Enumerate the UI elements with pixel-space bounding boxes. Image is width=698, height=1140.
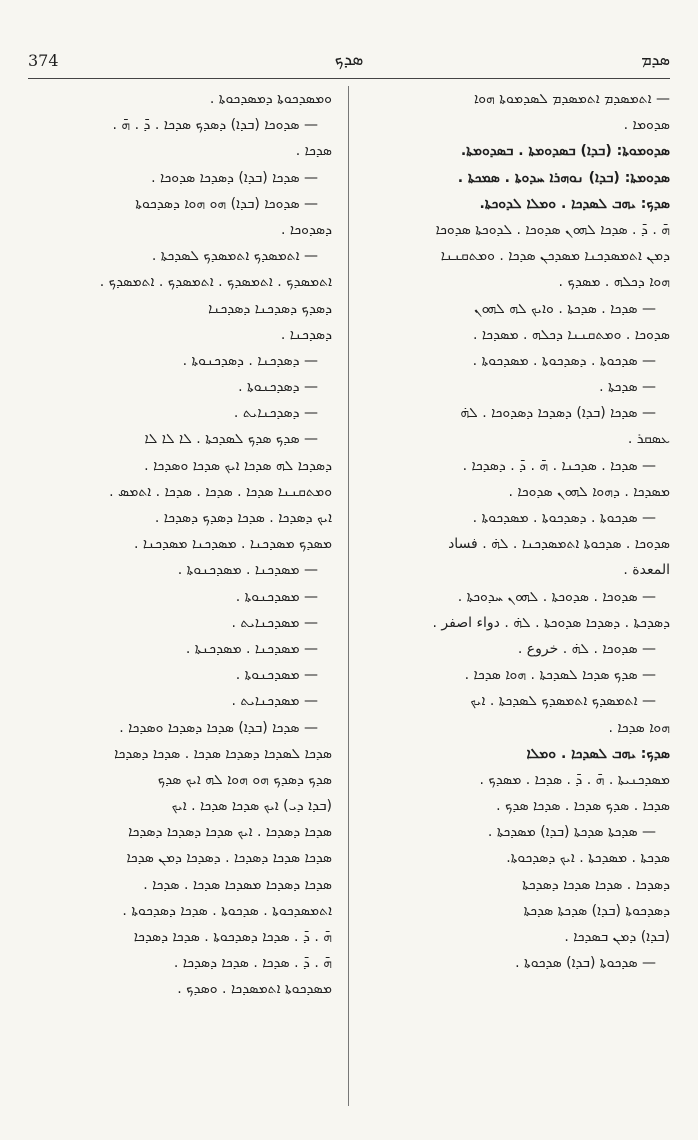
entry-line: ܕܣܕܟܐ . ܣܕܟܐ ܣܕܟܐ ܕܣܕܟܬܐ: [522, 876, 670, 893]
entry-line: ܣܕܘܟܐ . ܣܕܟܘܬܐ ܐܬܡܣܕܟܢܐ . ܠܗ̇ . فساد: [448, 536, 670, 553]
entry-line: ܗ̄ . ܕ̄ . ܣܕܟܐ ܕܣܕܟܘܬܐ . ܣܕܟܐ ܕܣܕܟܐ: [133, 929, 332, 945]
entry-line: — ܕܣܕܟܢܐ . ܕܣܕܟܢܘܬܐ .: [182, 352, 318, 369]
entry-line: ܕܣܕܟܘܬܐ (ܒܕܐ) ܣܕܟܬܐ ܣܕܟܬܐ: [523, 902, 670, 919]
entry-line: (ܒܕܐ ܕܝ) ܐܝܟ ܣܕܟܐ ܣܕܟܐ . ܐܝܟ: [171, 798, 332, 815]
entry-line: — ܐܬܡܣܕܟ ܐܬܡܣܕܟ ܠܣܕܟܬܐ . ܐܝܟ: [470, 693, 656, 710]
entry-line: ܣܕܟ: ܝܗܒ ܠܣܕܟܐ . ܘܡܠܐ ܠܕܘܟܬܐ.: [479, 195, 670, 212]
entry-line: — ܣܕܟܐ . ܣܕܟܢܐ . ܗ̄ . ܕ̄ . ܕܣܕܟܐ .: [462, 457, 656, 474]
entry-line: ܣܕܟܐ . ܣܕܟ ܣܕܟܐ . ܣܕܟܐ ܣܕܟ .: [496, 798, 670, 815]
page-number: 374: [28, 50, 59, 70]
entry-line: — ܡܣܕܟܢܐ . ܡܣܕܟܢܘܬܐ .: [177, 562, 318, 579]
entry-line: — ܣܕܟܐ . ܣܕܟܬܐ . ܘܐܝܟ ܠܗ ܠܗܘܢ: [474, 300, 656, 317]
entry-line: — ܡܣܕܟܢܐܝܬ .: [231, 614, 318, 631]
entry-line: (ܒܕܐ) ܕܡܢ ܒܣܕܟܐ .: [564, 929, 670, 945]
guide-word: ܣܕܡ: [641, 50, 670, 69]
header-rule: [28, 78, 670, 79]
entry-line: — ܕܣܕܟܢܐܝܬ .: [233, 405, 318, 422]
entry-line: ܣܕܟܐ .: [295, 143, 332, 160]
entry-line: ܣܕܟܐ ܕܣܕܟܐ . ܐܝܟ ܣܕܟܐ ܕܣܕܟܐ ܕܣܕܟܐ: [128, 824, 332, 841]
entry-line: ܣܕܟܐ ܕܣܕܟܐ ܡܣܕܟܐ ܣܕܟܐ . ܣܕܟܐ .: [143, 876, 332, 893]
entry-line: ܣܕܘܡܘܬܐ: (ܒܕܐ) ܒܣܕܘܡܬܐ . ܒܣܕܘܡܬܐ.: [460, 143, 670, 160]
entry-line: — ܣܕܘܟܐ (ܒܕܐ) ܗܘ ܗܘܐ ܕܣܕܟܘܬܐ: [135, 195, 318, 212]
entry-line: — ܡܣܕܟܢܐܝܬ .: [231, 693, 318, 710]
entry-line: ܕܡܢ ܐܬܡܣܕܟܢܐ ܡܣܕܟܢ ܣܕܟܐ . ܘܡܬܩܢܢܐ: [440, 248, 670, 265]
entry-line: ܕܣܕܟ ܕܣܕܟܢܐ ܕܣܕܟܢܐ: [208, 300, 332, 317]
entry-line: ܡܣܕܟ ܡܣܕܟܢܐ . ܡܣܕܟܢܐ ܡܣܕܟܢܐ .: [133, 536, 332, 553]
right-column: [368, 86, 670, 976]
entry-line: ܕܣܕܘܟܐ .: [280, 221, 332, 238]
entry-line: ܣܕܟܐ ܠܣܕܟܐ ܕܣܕܟܐ ܣܕܟܐ . ܣܕܟܐ ܕܣܕܟܐ: [114, 745, 332, 762]
entry-line: ܘܡܬܩܢܢܐ ܣܕܟܐ . ܣܕܟܐ . ܣܕܟܐ . ܐܬܡܣ .: [109, 483, 332, 500]
entry-line: ܐܬܡܣܕܟ . ܐܬܡܣܕܟ . ܐܬܡܣܕܟ . ܐܬܡܣܕܟ .: [99, 274, 332, 291]
page-header: [28, 46, 670, 74]
entry-line: ܕܣܕܟܢܐ .: [280, 326, 332, 343]
entry-line: — ܣܕܟܘܬܐ . ܕܣܕܟܘܬܐ . ܡܣܕܟܘܬܐ .: [472, 352, 656, 369]
entry-line: — ܕܣܕܟܢܘܬܐ .: [238, 379, 318, 396]
entry-line: ܘܡܣܕܟܘܬܐ ܕܡܣܕܟܘܬܐ .: [209, 91, 332, 107]
entry-line: ܗܘܐ ܣܕܟܐ .: [608, 719, 670, 736]
entry-line: — ܐܬܡܣܕܡ ܐܬܡܣܕܡ ܠܣܕܡܘܬܐ ܗܘܐ: [474, 91, 670, 107]
left-column: [30, 86, 332, 1003]
entry-line: — ܣܕܟܐ (ܒܕܐ) ܕܣܕܟܐ ܣܕܘܟܐ .: [151, 169, 318, 186]
entry-line: ܥܣܩܪ .: [627, 431, 670, 448]
entry-line: ܣܕܘܡܐ .: [623, 117, 670, 134]
entry-line: ܐܝܟ ܕܣܕܟܐ . ܣܕܟܐ ܕܣܕܟ ܕܣܕܟܐ .: [154, 510, 332, 526]
entry-line: — ܐܬܡܣܕܟ ܐܬܡܣܕܟ ܠܣܕܟܬܐ .: [151, 248, 318, 265]
entry-line: — ܣܕܟܬܐ ܣܕܟܬܐ (ܒܕܐ) ܡܣܕܟܬܐ .: [487, 824, 656, 841]
entry-line: ܡܣܕܟܐ . ܕܗܘܐ ܠܗܘܢ ܣܕܘܟܐ .: [508, 483, 670, 500]
entry-line: ܣܕܟܐ ܣܕܟܐ ܕܣܕܟܐ . ܕܣܕܟܐ ܕܡܢ ܣܕܟܐ: [126, 850, 332, 867]
entry-line: — ܣܕܟܐ (ܒܕܐ) ܕܣܕܟܐ ܕܣܕܘܟܐ . ܠܗ̇: [460, 405, 656, 422]
entry-line: ܐܬܡܣܕܟܘܬܐ . ܣܕܟܘܬܐ . ܣܕܟܐ ܕܣܕܟܘܬܐ .: [122, 902, 332, 919]
entry-line: — ܣܕܟ ܣܕܟ ܠܣܕܟܬܐ . ܠܐ ܠܐ ܠܐ: [144, 431, 318, 448]
entry-line: ܡܣܕܟܢܝܬܐ . ܗ̄ . ܕ̄ . ܣܕܟܐ . ܡܣܕܟ .: [479, 771, 670, 788]
entry-line: — ܣܕܟܬܐ .: [599, 379, 656, 396]
entry-line: ܣܕܟܬܐ . ܡܣܕܟܬܐ . ܐܝܟ ܕܣܕܟܘܬܐ.: [506, 850, 670, 867]
entry-line: — ܡܣܕܟܢܘܬܐ .: [235, 667, 318, 684]
entry-line: ܗܘܐ ܕܟܠܗ . ܡܣܕܟ .: [558, 274, 670, 291]
entry-line: — ܣܕܟ ܣܕܟܐ ܠܣܕܟܬܐ . ܗܘܐ ܣܕܟܐ .: [464, 667, 656, 684]
entry-line: — ܡܣܕܟܢܘܬܐ .: [235, 588, 318, 605]
entry-line: — ܣܕܟܐ (ܒܕܐ) ܣܕܟܐ ܕܣܕܟܐ ܘܣܕܟܐ .: [119, 719, 318, 736]
entry-line: ܣܕܟ: ܝܗܒ ܠܣܕܟܐ . ܘܡܠܐ: [526, 745, 670, 762]
entry-line: ܣܕܘܟܐ . ܘܡܬܩܢܢܐ ܕܟܠܗ . ܡܣܕܟܐ .: [472, 326, 670, 343]
entry-line: — ܣܕܟܘܬܐ . ܕܣܕܟܘܬܐ . ܡܣܕܟܘܬܐ .: [472, 510, 656, 526]
column-divider: [348, 86, 349, 1106]
entry-line: — ܣܕܘܟܐ (ܒܕܐ) ܕܣܕܟ ܣܕܟܐ . ܕ̄ . ܗ̄ .: [112, 117, 318, 134]
entry-line: ܕܣܕܟܐ ܠܗ ܣܕܟܐ ܐܝܟ ܣܕܟܐ ܘܣܕܟܐ .: [144, 457, 332, 474]
entry-line: ܣܕܘܡܬܐ: (ܒܕܐ) ܢܘܗܪܐ ܚܕܘܬܐ . ܣܡܟܬܐ .: [457, 169, 670, 186]
entry-line: المعدة .: [623, 562, 670, 579]
entry-line: — ܣܕܟܘܬܐ (ܒܕܐ) ܣܕܟܘܬܐ .: [515, 955, 656, 972]
entry-line: ܣܕܟ ܕܣܕܟ ܗܘ ܗܘܐ ܠܗ ܐܝܟ ܣܕܟ: [157, 771, 332, 788]
entry-line: ܗ̄ . ܕ̄ . ܣܕܟܐ ܠܗܘܢ ܣܕܘܟܐ . ܠܕܘܟܬܐ ܣܕܘܟܐ: [435, 221, 670, 238]
entry-line: ܗ̄ . ܕ̄ . ܣܕܟܐ . ܣܕܟܐ ܕܣܕܟܐ .: [173, 955, 332, 972]
entry-line: ܕܣܕܟܬܐ . ܕܣܕܟܐ ܣܕܘܟܬܐ . ܠܗ̇ . دواء اصفر .: [432, 614, 670, 631]
running-head: ܣܕܟ: [334, 50, 364, 70]
entry-line: — ܡܣܕܟܢܐ . ܡܣܕܟܢܬܐ .: [185, 640, 318, 657]
entry-line: ܡܣܕܟܘܬܐ ܐܬܡܣܕܟܐ . ܘܣܕܟ .: [177, 981, 332, 998]
entry-line: — ܣܕܘܟܐ . ܠܗ̇ . خروع .: [517, 640, 656, 657]
entry-line: — ܣܕܘܟܐ . ܣܕܘܟܬܐ . ܠܗܘܢ ܚܕܘܟܬܐ .: [457, 588, 656, 605]
